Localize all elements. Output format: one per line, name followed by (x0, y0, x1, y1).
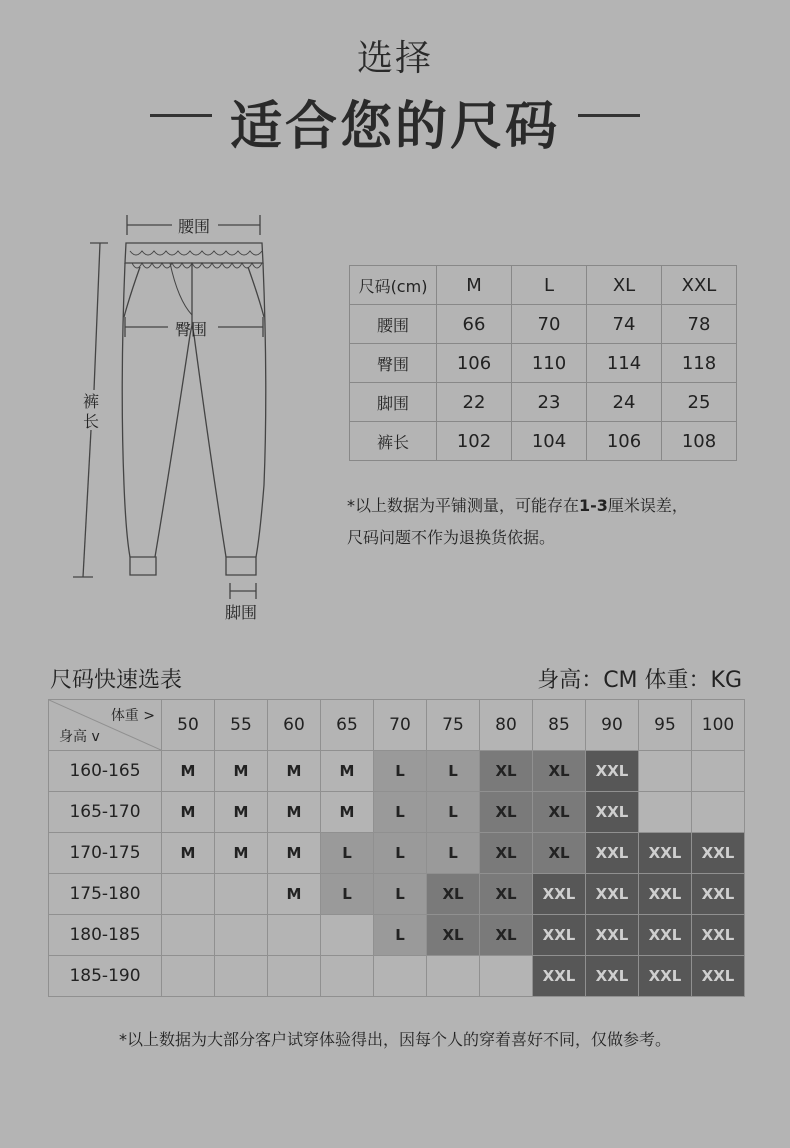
table-cell: 102 (437, 422, 512, 461)
hip-label: 臀围 (175, 320, 208, 339)
weight-header-cell: 80 (480, 700, 533, 751)
disclaimer-note: *以上数据为大部分客户试穿体验得出，因每个人的穿着喜好不同，仅做参考。 (118, 1030, 671, 1049)
page-title: 适合您的尺码 (229, 97, 560, 157)
size-cell: XXL (533, 915, 586, 956)
size-cell: XXL (586, 751, 639, 792)
table-row (350, 422, 737, 461)
table-row (49, 833, 745, 874)
size-cell (215, 915, 268, 956)
size-cell (427, 956, 480, 997)
size-cell: XL (480, 874, 533, 915)
size-cell: L (374, 915, 427, 956)
quick-pick-title: 尺码快速选表 (50, 668, 183, 693)
size-cell: XXL (639, 874, 692, 915)
note-prefix: *以上数据为平铺测量，可能存在 (347, 496, 580, 515)
size-cell: L (321, 874, 374, 915)
waist-label: 腰围 (178, 217, 211, 236)
note-line2: 尺码问题不作为退换货依据。 (347, 528, 556, 547)
weight-header-cell: 55 (215, 700, 268, 751)
size-cell (268, 956, 321, 997)
size-cell: XXL (692, 915, 745, 956)
size-cell: XXL (692, 833, 745, 874)
weight-header-cell: 70 (374, 700, 427, 751)
size-cell: XXL (586, 874, 639, 915)
size-cell: M (268, 792, 321, 833)
size-cell: M (215, 792, 268, 833)
table-cell: 108 (662, 422, 737, 461)
size-cell: XXL (586, 956, 639, 997)
size-cell: M (215, 833, 268, 874)
weight-header-cell: 50 (162, 700, 215, 751)
note-suffix: 厘米误差， (607, 496, 688, 515)
size-cell: M (268, 751, 321, 792)
size-cell: XXL (533, 874, 586, 915)
table-cell: 104 (512, 422, 587, 461)
weight-header-cell: 60 (268, 700, 321, 751)
size-cell: XXL (639, 833, 692, 874)
table-header-row (350, 266, 737, 305)
size-cell: L (374, 751, 427, 792)
table-header-cell: 尺码(cm) (350, 266, 437, 305)
table-header-cell: M (437, 266, 512, 305)
size-cell: M (162, 833, 215, 874)
size-cell: M (268, 874, 321, 915)
table-cell: 脚围 (350, 383, 437, 422)
table-header-row (49, 700, 745, 751)
length-label: 裤长 (82, 392, 99, 431)
size-cell (321, 956, 374, 997)
weight-header-cell: 65 (321, 700, 374, 751)
right-leg-inner (194, 335, 226, 557)
table-cell: 裤长 (350, 422, 437, 461)
size-cell: M (268, 833, 321, 874)
size-cell: M (321, 751, 374, 792)
size-cell: L (374, 833, 427, 874)
table-row (49, 751, 745, 792)
corner-weight-label: 体重 > (110, 708, 155, 724)
weight-header-cell: 90 (586, 700, 639, 751)
size-cell: M (162, 751, 215, 792)
table-cell: 臀围 (350, 344, 437, 383)
size-cell: XL (480, 751, 533, 792)
table-cell: 118 (662, 344, 737, 383)
size-cell: XL (533, 833, 586, 874)
size-cell (374, 956, 427, 997)
right-cuff (226, 557, 256, 575)
size-cell (692, 792, 745, 833)
size-cell: XXL (639, 915, 692, 956)
size-cell (215, 874, 268, 915)
size-cell: XL (480, 792, 533, 833)
table-cell: 78 (662, 305, 737, 344)
size-cell (162, 956, 215, 997)
size-cell: XXL (639, 956, 692, 997)
size-cell (692, 751, 745, 792)
size-cell (162, 915, 215, 956)
size-cell: XXL (692, 956, 745, 997)
size-cell: L (427, 751, 480, 792)
table-row (49, 956, 745, 997)
size-cell: XXL (692, 874, 745, 915)
size-cell: L (374, 792, 427, 833)
table-row (49, 792, 745, 833)
table-cell: 22 (437, 383, 512, 422)
table-cell: 106 (587, 422, 662, 461)
size-cell (321, 915, 374, 956)
quick-pick-table (48, 699, 745, 997)
size-cell: XXL (533, 956, 586, 997)
size-cell: L (321, 833, 374, 874)
table-row (350, 383, 737, 422)
height-range-cell: 175-180 (49, 874, 162, 915)
table-cell: 74 (587, 305, 662, 344)
height-range-cell: 165-170 (49, 792, 162, 833)
table-cell: 25 (662, 383, 737, 422)
table-row (350, 305, 737, 344)
size-cell: XXL (586, 833, 639, 874)
size-cell (480, 956, 533, 997)
note-bold: 1-3 (579, 496, 608, 515)
size-cell (639, 751, 692, 792)
table-cell: 24 (587, 383, 662, 422)
left-cuff (130, 557, 156, 575)
table-row (49, 915, 745, 956)
page-subtitle: 选择 (356, 38, 433, 79)
size-cell (162, 874, 215, 915)
table-header-cell: XXL (662, 266, 737, 305)
size-measurement-table (349, 265, 737, 461)
size-cell: L (427, 792, 480, 833)
size-cell (215, 956, 268, 997)
size-cell: L (374, 874, 427, 915)
table-cell: 114 (587, 344, 662, 383)
weight-header-cell: 85 (533, 700, 586, 751)
quick-pick-units: 身高：CM 体重：KG (537, 668, 742, 693)
table-header-cell: XL (587, 266, 662, 305)
table-cell: 66 (437, 305, 512, 344)
height-range-cell: 180-185 (49, 915, 162, 956)
corner-height-label: 身高 v (59, 729, 100, 745)
table-cell: 110 (512, 344, 587, 383)
table-header-cell: L (512, 266, 587, 305)
weight-header-cell: 75 (427, 700, 480, 751)
size-cell: XL (480, 833, 533, 874)
weight-header-cell: 100 (692, 700, 745, 751)
left-leg-inner (155, 335, 190, 557)
table-cell: 70 (512, 305, 587, 344)
title-right-rule (578, 114, 640, 117)
height-range-cell: 185-190 (49, 956, 162, 997)
table-row (49, 874, 745, 915)
weight-header-cell: 95 (639, 700, 692, 751)
size-cell: L (427, 833, 480, 874)
size-cell: XXL (586, 915, 639, 956)
size-cell (639, 792, 692, 833)
size-cell: XL (533, 751, 586, 792)
size-cell: XL (480, 915, 533, 956)
size-cell (268, 915, 321, 956)
size-cell: M (162, 792, 215, 833)
size-cell: XL (427, 915, 480, 956)
height-range-cell: 170-175 (49, 833, 162, 874)
size-cell: XL (533, 792, 586, 833)
table-cell: 23 (512, 383, 587, 422)
size-cell: XXL (586, 792, 639, 833)
measurement-note (347, 490, 777, 554)
waistband (125, 243, 263, 263)
left-leg-outer (122, 263, 130, 557)
size-cell: M (321, 792, 374, 833)
size-cell: M (215, 751, 268, 792)
table-row (350, 344, 737, 383)
table-cell: 腰围 (350, 305, 437, 344)
corner-cell (49, 700, 162, 751)
size-cell: XL (427, 874, 480, 915)
table-cell: 106 (437, 344, 512, 383)
height-range-cell: 160-165 (49, 751, 162, 792)
hem-label: 脚围 (225, 603, 258, 622)
